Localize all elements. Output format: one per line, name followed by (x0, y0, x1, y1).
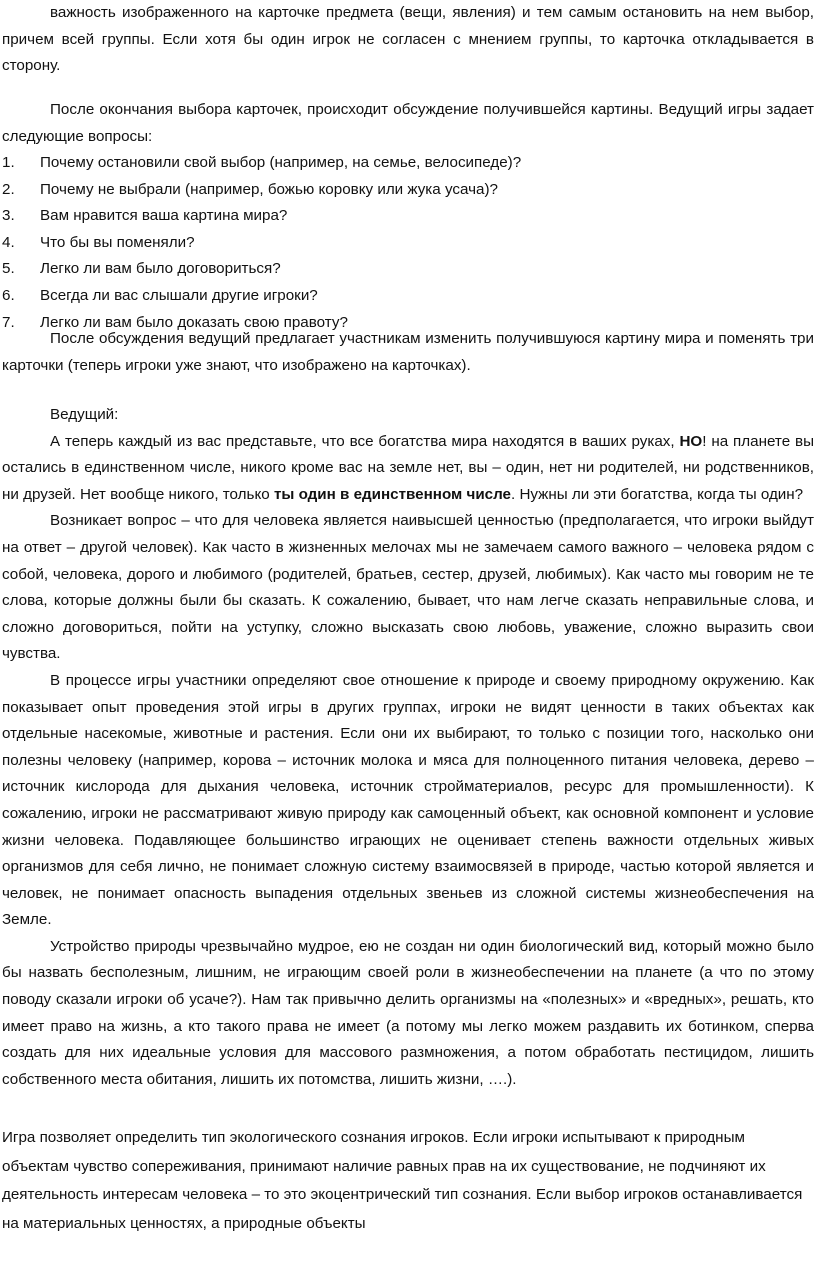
host-block (2, 402, 814, 1093)
list-item (2, 203, 814, 230)
host-speech-emphasis-but: НО (679, 432, 703, 450)
list-number: 3. (2, 207, 15, 225)
host-speech-part3: . Нужны ли эти богатства, когда ты один? (511, 485, 804, 503)
list-number: 4. (2, 233, 15, 251)
list-text: Почему остановили свой выбор (например, на семье, велосипеде)? (40, 154, 522, 171)
list-number: 7. (2, 313, 15, 331)
list-number: 1. (2, 154, 15, 171)
final-paragraph: Игра позволяет определить тип экологического сознания игроков. Если игроки испытывают к природным объектам чувство сопереживания, принимают наличие равных прав на их существование, не подчиняют их деятельность интересам человека – то это экоцентрический тип сознания. Если выбор игроков останавливается на материальных ценностях, а природные объекты (2, 1129, 803, 1232)
list-item (2, 177, 814, 204)
list-number: 2. (2, 180, 15, 198)
discussion-block (2, 97, 814, 150)
intro-block (2, 0, 814, 80)
after-block (2, 326, 814, 379)
list-text: Всегда ли вас слышали другие игроки? (40, 286, 318, 304)
list-text: Вам нравится ваша картина мира? (40, 207, 288, 225)
game-process-paragraph: В процессе игры участники определяют свое отношение к природе и своему природному окружению. Как показывает опыт проведения этой игры в других группах, игроки не видят ценности в таких объектах как отдельные насекомые, животные и растения. Если они их выбирают, то только с позиции того, насколько они полезны человеку (например, корова – источник молока и мяса для полноценного питания человека, дерево – источник кислорода для дыхания человека, источник стройматериалов, ресурс для промышленности). К сожалению, игроки не рассматривают живую природу как самоценный объект, как основной компонент и условие жизни человека. Подавляющее большинство играющих не оценивает степень важности отдельных живых организмов для себя лично, не понимает сложную систему взаимосвязей в природе, частью которой является и человек, не понимает опасность выпадения отдельных звеньев из сложной системы жизнеобеспечения на Земле. (2, 671, 814, 929)
host-speech-part1: А теперь каждый из вас представьте, что все богатства мира находятся в ваших руках, (50, 432, 680, 450)
list-number: 5. (2, 260, 15, 278)
nature-paragraph: Устройство природы чрезвычайно мудрое, ею не создан ни один биологический вид, который можно было бы назвать бесполезным, лишним, не играющим своей роли в жизнеобеспечении на планете (а что по этому поводу сказали игроки об усаче?). Нам так привычно делить организмы на «полезных» и «вредных», решать, кто имеет право на жизнь, а кто такого права не имеет (а потому мы легко можем раздавить их ботинком, сперва создать для них идеальные условия для массового размножения, а потом обработать пестицидом, лишить собственного места обитания, лишить их потомства, лишить жизни, ….). (2, 937, 814, 1088)
list-text: Легко ли вам было договориться? (40, 260, 281, 278)
final-block (2, 1124, 814, 1238)
value-question-paragraph: Возникает вопрос – что для человека является наивысшей ценностью (предполагается, что игроки выйдут на ответ – другой человек). Как часто в жизненных мелочах мы не замечаем самого важного – человека рядом с собой, человека, дорого и любимого (родителей, братьев, сестер, друзей, любимых). Как часто мы говорим не те слова, которые должны были бы сказать. К сожалению, бывает, что нам легче сказать неправильные слова, и сложно договориться, пойти на уступку, сложно высказать свою любовь, уважение, сложно выразить свои чувства. (2, 512, 814, 663)
list-item (2, 256, 814, 283)
host-label: Ведущий: (50, 406, 119, 423)
list-text: Что бы вы поменяли? (40, 233, 195, 251)
intro-paragraph: важность изображенного на карточке предмета (вещи, явления) и тем самым остановить на нем выбор, причем всей группы. Если хотя бы один игрок не согласен с мнением группы, то карточка откладывается в сторону. (2, 4, 814, 75)
list-item (2, 150, 814, 177)
host-speech-part2: ! на планете вы остались в единственном числе, никого кроме вас на земле нет, вы – один, нет ни родителей, ни родственников, ни друзей. Нет вообще никого, только (2, 432, 815, 503)
list-text: Легко ли вам было доказать свою правоту? (40, 313, 348, 331)
list-number: 6. (2, 286, 15, 304)
list-text: Почему не выбрали (например, божью коровку или жука усача)? (40, 180, 498, 198)
discussion-paragraph: После окончания выбора карточек, происходит обсуждение получившейся картины. Ведущий игры задает следующие вопросы: (2, 101, 814, 145)
list-item (2, 230, 814, 257)
after-discussion-paragraph: После обсуждения ведущий предлагает участникам изменить получившуюся картину мира и поменять три карточки (теперь игроки уже знают, что изображено на карточках). (2, 330, 814, 374)
host-speech-emphasis-alone: ты один в единственном числе (273, 485, 512, 503)
list-item (2, 283, 814, 310)
questions-list (2, 150, 814, 336)
host-speech-paragraph (2, 429, 814, 509)
